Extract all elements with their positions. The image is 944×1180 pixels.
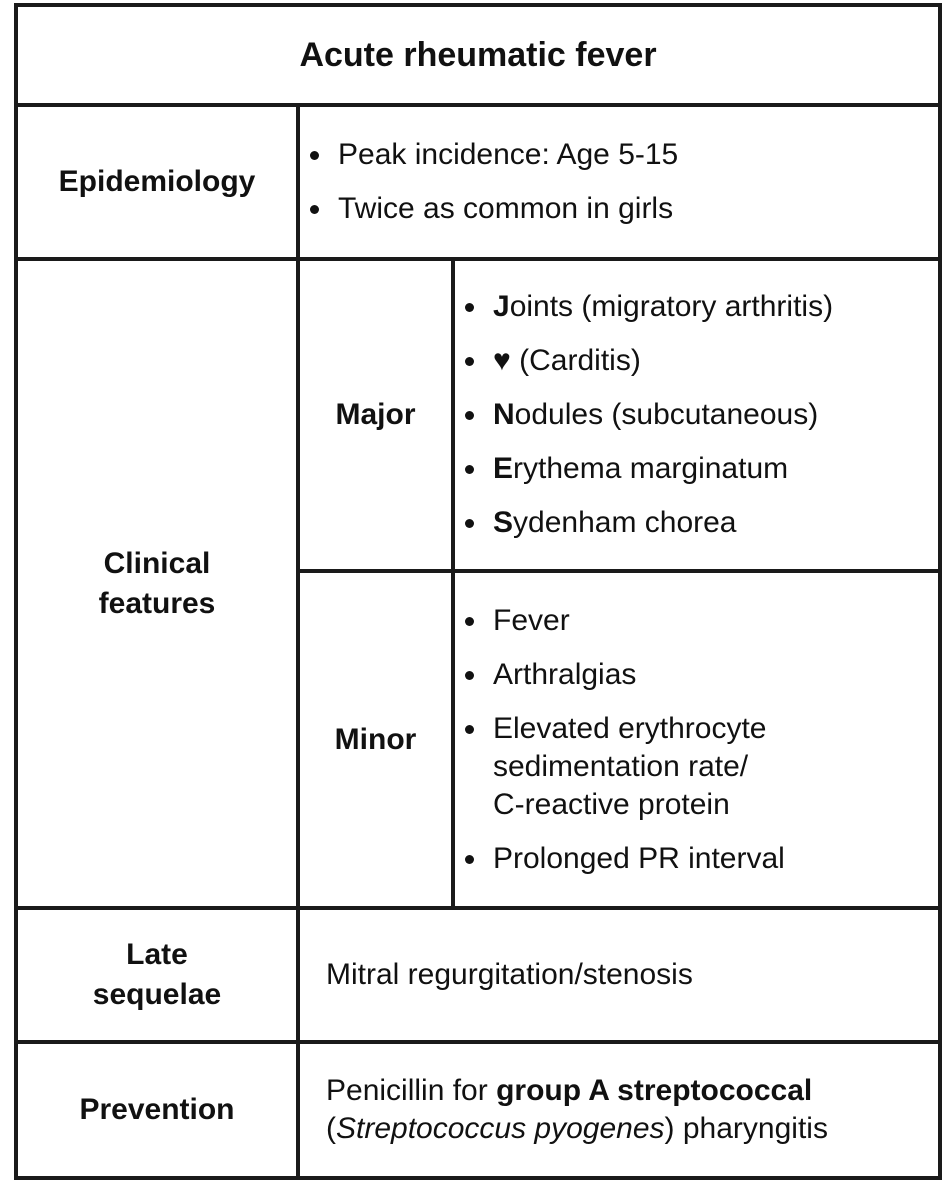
epidemiology-label: Epidemiology [16,105,298,259]
list-item-text: ydenham chorea [513,506,737,539]
clinical-features-label-line2: features [98,586,216,620]
list-item [455,288,938,326]
list-item-text: odules (subcutaneous) [514,398,819,431]
prevention-text-close: ) pharyngitis [664,1112,828,1145]
list-item-text: rythema marginatum [513,452,789,485]
epidemiology-row [16,105,940,259]
list-item-text: (Carditis) [510,344,641,377]
clinical-features-label [16,259,298,908]
late-sequelae-row [16,908,940,1042]
prevention-paren-open: ( [326,1112,336,1145]
list-item [455,396,938,434]
late-sequelae-text: Mitral regurgitation/stenosis [298,908,940,1042]
major-label: Major [298,259,453,571]
list-item [455,342,938,380]
list-item: Fever [455,602,938,640]
clinical-features-label-line1: Clinical [103,546,211,580]
list-item [455,710,938,824]
list-item-line: Elevated erythrocyte [493,711,767,745]
list-item: Twice as common in girls [300,190,938,228]
epidemiology-list [300,136,938,228]
prevention-line1 [326,1072,938,1110]
late-sequelae-label-line1: Late [126,938,188,971]
list-item: Peak incidence: Age 5-15 [300,136,938,174]
late-sequelae-label [16,908,298,1042]
table-title: Acute rheumatic fever [16,5,940,105]
prevention-row [16,1042,940,1178]
prevention-text [298,1042,940,1178]
prevention-line2 [326,1110,938,1148]
list-item [455,450,938,488]
major-features-row [16,259,940,571]
mnemonic-letter: N [493,398,515,431]
title-row [16,5,940,105]
list-item [455,504,938,542]
late-sequelae-label-line2: sequelae [92,978,222,1011]
minor-label: Minor [298,571,453,908]
epidemiology-content [298,105,940,259]
prevention-text-part: Penicillin for [326,1074,497,1107]
list-item: Prolonged PR interval [455,840,938,878]
prevention-species-italic: Streptococcus pyogenes [336,1112,665,1145]
major-list [455,288,938,542]
minor-list [455,602,938,878]
list-item-line: sedimentation rate/ [493,749,749,783]
heart-icon: ♥ [493,344,511,377]
minor-content [453,571,940,908]
mnemonic-letter: S [493,506,514,539]
prevention-pathogen-bold: group A streptococcal [496,1074,813,1107]
list-item-line: C-reactive protein [493,787,730,821]
major-content [453,259,940,571]
mnemonic-letter: E [493,452,514,485]
acute-rheumatic-fever-table [14,3,942,1180]
list-item: Arthralgias [455,656,938,694]
mnemonic-letter: J [493,290,510,323]
prevention-label: Prevention [16,1042,298,1178]
list-item-text: oints (migratory arthritis) [509,290,834,323]
